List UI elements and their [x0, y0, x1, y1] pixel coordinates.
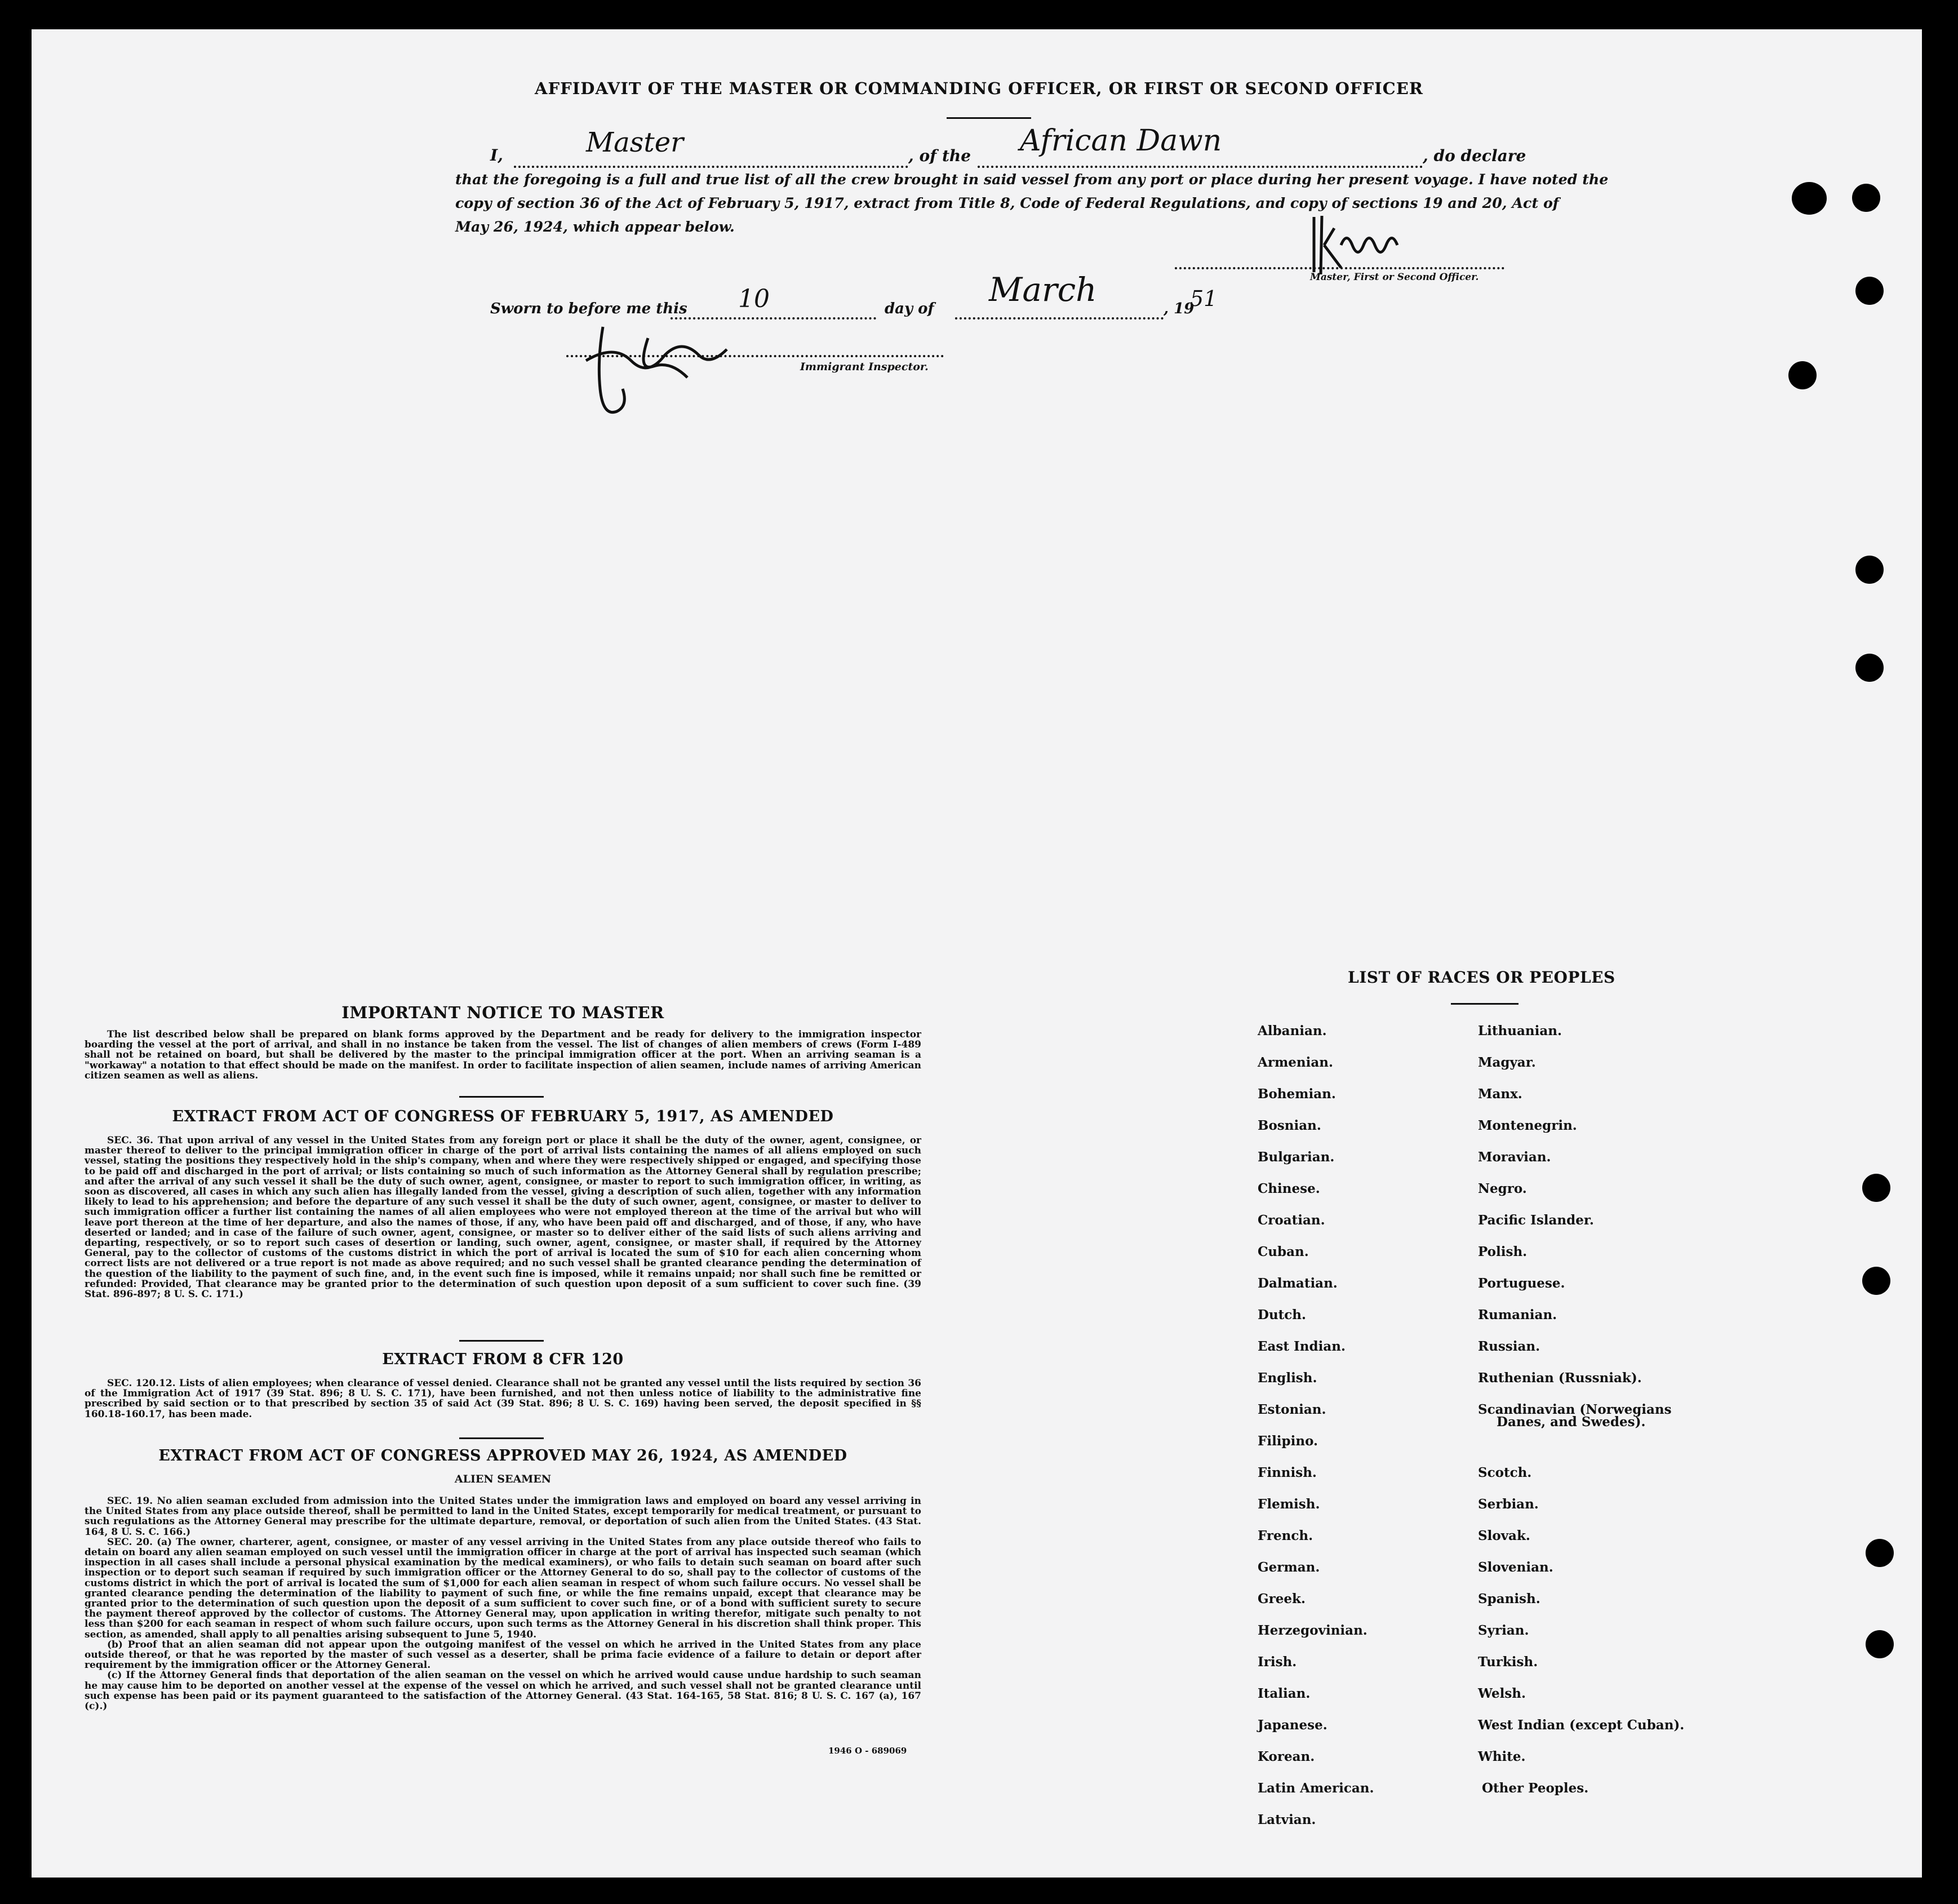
race-item: Pacific Islander. — [1478, 1213, 1594, 1228]
race-item: Dalmatian. — [1258, 1276, 1338, 1291]
race-item: Flemish. — [1258, 1497, 1320, 1512]
race-item: Japanese. — [1258, 1717, 1327, 1733]
affidavit-title: AFFIDAVIT OF THE MASTER OR COMMANDING OFFICER, OR FIRST OR SECOND OFFICER — [535, 79, 1423, 98]
race-item: Korean. — [1258, 1749, 1315, 1764]
race-item: Italian. — [1258, 1686, 1311, 1701]
officer-name-handwriting: Master — [586, 127, 684, 158]
race-item: Lithuanian. — [1478, 1023, 1562, 1038]
of-the-label: , of the — [908, 147, 971, 165]
race-item: Polish. — [1478, 1244, 1528, 1259]
year-prefix-label: , 19 — [1164, 300, 1195, 317]
title-rule — [947, 117, 1031, 119]
sworn-label: Sworn to before me this — [490, 300, 687, 317]
race-item: Other Peoples. — [1482, 1781, 1589, 1796]
vessel-name-handwriting: African Dawn — [1020, 124, 1222, 158]
extract-1917-paragraph: SEC. 36. That upon arrival of any vessel in the United States from any foreign port or place it shall be the duty of the owner, agent, consignee, or master thereof to deliver to the principal immigration officer in charge of the port of arrival lists containing the names of all aliens employed on such vessel, stating the positions they respectively hold in the ship's company, when and where they were respectively shipped or engaged, and specifying those to be paid off and discharged in the port of arrival; or lists containing so much of such information as the Attorney General shall by regulation prescribe; and after the arrival of any such vessel it shall be the duty of such owner, agent, consignee, or master to report to such immigration officer, in writing, as soon as discovered, all cases in which any such alien has illegally landed from the vessel, giving a description of such alien, together with any information likely to lead to his apprehension; and before the departure of any such vessel it shall be the duty of such owner, agent, consignee, or master to deliver to such immigration officer a further list containing the names of all alien employees who were not employed thereon at the time of the arrival but who will leave port thereon at the time of her departure, and also the names of those, if any, who have been paid off and discharged, and of those, if any, who have deserted or landed; and in case of the failure of such owner, agent, consignee, or master so to deliver either of the said lists of such aliens arriving and departing, respectively, or so to report such cases of desertion or landing, such owner, agent, consignee, or master shall, if required by the Attorney General, pay to the collector of customs of the customs district in which the port of arrival is located the sum of $10 for each alien concerning whom correct lists are not delivered or a true report is not made as above required; and no such vessel shall be granted clearance pending the determination of the question of the liability to the payment of such fine, and, in the event such fine is imposed, while it remains unpaid; nor shall such fine be remitted or refunded: Provided, That clearance may be granted prior to the determination of such question upon deposit of a sum sufficient to cover such fine. (39 Stat. 896-897; 8 U. S. C. 171.) — [85, 1135, 921, 1301]
master-signature — [1307, 211, 1409, 279]
punch-hole — [1788, 361, 1817, 389]
race-item: White. — [1478, 1749, 1526, 1764]
race-item: Russian. — [1478, 1339, 1540, 1354]
alien-seamen-subtitle: ALIEN SEAMEN — [454, 1473, 552, 1485]
race-item: Herzegovinian. — [1258, 1623, 1368, 1638]
race-item: French. — [1258, 1528, 1313, 1543]
race-item: Finnish. — [1258, 1465, 1317, 1480]
sec-20b-paragraph: (b) Proof that an alien seaman did not appear upon the outgoing manifest of the vessel on which he arrived in the United States from any place outside thereof, or that he was reported by the master of such vessel as a deserter, shall be prima facie evidence of a failure to detain or deport after requirement by the immigration officer or the Attorney General. — [85, 1639, 921, 1671]
race-item: Negro. — [1478, 1181, 1527, 1196]
race-item: Croatian. — [1258, 1213, 1325, 1228]
punch-hole — [1862, 1267, 1890, 1295]
extract-cfr-text — [85, 1378, 921, 1419]
punch-hole — [1852, 184, 1880, 212]
race-item: Slovak. — [1478, 1528, 1530, 1543]
punch-hole — [1866, 1539, 1894, 1567]
race-item: Cuban. — [1258, 1244, 1309, 1259]
race-item: English. — [1258, 1370, 1317, 1386]
affidavit-body-line-2: copy of section 36 of the Act of February 5, 1917, extract from Title 8, Code of Federal Regulations, and copy of sections 19 and 20, Act of — [455, 194, 1559, 211]
inspector-caption: Immigrant Inspector. — [800, 361, 929, 373]
race-item: Bulgarian. — [1258, 1149, 1335, 1165]
race-item: Latvian. — [1258, 1812, 1316, 1827]
sworn-day-handwriting: 10 — [738, 285, 770, 313]
race-item: Slovenian. — [1478, 1560, 1553, 1575]
race-item: Ruthenian (Russniak). — [1478, 1370, 1642, 1386]
races-rule — [1451, 1003, 1519, 1005]
notice-title: IMPORTANT NOTICE TO MASTER — [341, 1003, 664, 1022]
race-item: Armenian. — [1258, 1055, 1334, 1070]
punch-hole — [1855, 654, 1884, 682]
sec-20c-paragraph: (c) If the Attorney General finds that deportation of the alien seaman on the vessel on which he arrived would cause undue hardship to such seaman he may cause him to be deported on another vessel at the expense of the vessel on which he arrived, and such vessel shall not be granted clearance until such expense has been paid or its payment guaranteed to the satisfaction of the Attorney General. (43 Stat. 164-165, 58 Stat. 816; 8 U. S. C. 167 (a), 167 (c).) — [85, 1670, 921, 1712]
races-title: LIST OF RACES OR PEOPLES — [1348, 968, 1615, 987]
race-item: Latin American. — [1258, 1781, 1374, 1796]
race-item: Scotch. — [1478, 1465, 1532, 1480]
sworn-day-field[interactable] — [671, 317, 876, 319]
race-item: Moravian. — [1478, 1149, 1551, 1165]
race-item: Bosnian. — [1258, 1118, 1321, 1133]
race-item: Rumanian. — [1478, 1307, 1557, 1322]
master-signature-caption: Master, First or Second Officer. — [1310, 272, 1479, 283]
race-item: Syrian. — [1478, 1623, 1529, 1638]
race-item: Magyar. — [1478, 1055, 1536, 1070]
inspector-signature-field[interactable] — [566, 355, 944, 357]
extract-1917-rule — [459, 1340, 544, 1342]
race-item: West Indian (except Cuban). — [1478, 1717, 1685, 1733]
punch-hole — [1862, 1174, 1890, 1202]
i-label: I, — [490, 146, 503, 165]
sworn-month-field[interactable] — [955, 317, 1164, 319]
punch-hole — [1855, 277, 1884, 305]
sec-19-paragraph: SEC. 19. No alien seaman excluded from admission into the United States under the immigration laws and employed on board any vessel arriving in the United States from any place outside thereof, shall be permitted to land in the United States, except temporarily for medical treatment, or pursuant to such regulations as the Attorney General may prescribe for the ultimate departure, removal, or deportation of such alien from the United States. (43 Stat. 164, 8 U. S. C. 166.) — [85, 1495, 921, 1538]
race-item: Dutch. — [1258, 1307, 1307, 1322]
affidavit-body-line-1: that the foregoing is a full and true list of all the crew brought in said vessel from any port or place during her present voyage. I have noted the — [455, 171, 1609, 188]
race-item: Danes, and Swedes). — [1497, 1414, 1646, 1430]
notice-paragraph: The list described below shall be prepared on blank forms approved by the Department and be ready for delivery to the immigration inspector boarding the vessel at the port of arrival, and shall in no instance be taken from the vessel. The list of changes of alien members of crews (Form I-489 shall not be retained on board, but shall be delivered by the master to the principal immigration officer at the port. When an arriving seaman is a "workaway" a notation to that effect should be made on the manifest. In order to facilitate inspection of alien seamen, include names of arriving American citizen seamen as well as aliens. — [85, 1029, 921, 1081]
print-code: 1946 O - 689069 — [828, 1746, 907, 1756]
notice-text — [85, 1029, 921, 1081]
race-item: Manx. — [1478, 1086, 1522, 1102]
extract-1924-text — [85, 1496, 921, 1711]
extract-1924-title: EXTRACT FROM ACT OF CONGRESS APPROVED MAY 26, 1924, AS AMENDED — [158, 1447, 847, 1464]
extract-1917-text — [85, 1135, 921, 1299]
race-item: East Indian. — [1258, 1339, 1346, 1354]
affidavit-body-line-3: May 26, 1924, which appear below. — [455, 218, 735, 235]
race-item: Estonian. — [1258, 1402, 1326, 1417]
race-item: Albanian. — [1258, 1023, 1327, 1038]
race-item: Montenegrin. — [1478, 1118, 1577, 1133]
race-item: German. — [1258, 1560, 1320, 1575]
day-of-label: day of — [885, 300, 934, 317]
declare-label: , do declare — [1423, 147, 1526, 165]
sworn-year-handwriting: 51 — [1190, 286, 1218, 311]
notice-rule — [459, 1096, 544, 1098]
sworn-month-handwriting: March — [989, 270, 1097, 309]
extract-cfr-paragraph: SEC. 120.12. Lists of alien employees; when clearance of vessel denied. Clearance shall not be granted any vessel until the lists required by section 36 of the Immigration Act of 1917 (39 Stat. 896; 8 U. S. C. 171), have been furnished, and not then unless notice of liability to the administrative fine prescribed by said section or to that prescribed by section 35 of said Act (39 Stat. 896; 8 U. S. C. 169) having been served, the deposit specified in §§ 160.18-160.17, has been made. — [85, 1378, 921, 1420]
punch-hole — [1792, 182, 1827, 215]
punch-hole — [1855, 556, 1884, 584]
punch-hole — [1866, 1630, 1894, 1658]
race-item: Filipino. — [1258, 1433, 1318, 1449]
extract-cfr-title: EXTRACT FROM 8 CFR 120 — [382, 1351, 624, 1368]
race-item: Scandinavian (Norwegians — [1478, 1402, 1672, 1417]
race-item: Irish. — [1258, 1654, 1297, 1670]
race-item: Spanish. — [1478, 1591, 1540, 1606]
race-item: Turkish. — [1478, 1654, 1538, 1670]
race-item: Serbian. — [1478, 1497, 1539, 1512]
extract-1917-title: EXTRACT FROM ACT OF CONGRESS OF FEBRUARY 5, 1917, AS AMENDED — [172, 1108, 834, 1125]
race-item: Chinese. — [1258, 1181, 1320, 1196]
inspector-signature — [563, 321, 778, 423]
race-item: Portuguese. — [1478, 1276, 1565, 1291]
extract-cfr-rule — [459, 1437, 544, 1439]
sec-20a-paragraph: SEC. 20. (a) The owner, charterer, agent, consignee, or master of any vessel arriving in the United States from any place outside thereof who fails to detain on board any alien seaman employed on such vessel until the immigration officer in charge at the port of arrival has inspected such seaman (which inspection in all cases shall include a personal physical examination by the medical examiners), or who fails to detain such seaman on board after such inspection or to deport such seaman if required by such immigration officer or the Attorney General to do so, shall pay to the collector of customs of the customs district in which the port of arrival is located the sum of $1,000 for each alien seaman in respect of whom such failure occurs. No vessel shall be granted clearance pending the determination of the liability to payment of such fine, or while the fine remains unpaid, except that clearance may be granted prior to the determination of such question upon the deposit of a sum sufficient to cover such fine, or of a bond with sufficient surety to secure the payment thereof approved by the collector of customs. The Attorney General may, upon application in writing therefor, mitigate such penalty to not less than $200 for each seaman in respect of whom such failure occurs, upon such terms as the Attorney General in his discretion shall think proper. This section, as amended, shall apply to all penalties arising subsequent to June 5, 1940. — [85, 1536, 921, 1640]
race-item: Welsh. — [1478, 1686, 1526, 1701]
race-item: Bohemian. — [1258, 1086, 1336, 1102]
race-item: Greek. — [1258, 1591, 1306, 1606]
